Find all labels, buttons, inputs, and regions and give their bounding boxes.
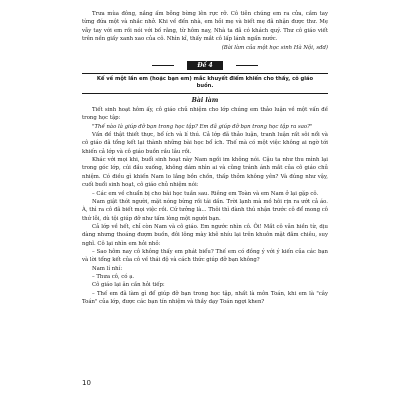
essay-paragraph: Vấn đề thật thiết thực, bổ ích và lí thú. Cả lớp đã thảo luận, tranh luận rất sôi nổi và cô giáo đã tổng kết lại thành những bài học bổ ích. Thế mà có một việc không ai ngờ tới khiến cả lớp và cô giáo buồn rầu lâu rồi. xyxy=(82,132,328,155)
essay-paragraph: Nam giật thót người, mặt nóng bừng rồi tái dần. Trời lạnh mà mồ hôi rịn ra ướt cả áo. À, thì ra cô đã biết mọi việc rồi. Cứ tưởng là... Thôi thì đành thú nhận trước cô để mong cô thứ lỗi, dù tội giúp đỡ như tấm lòng một người bạn. xyxy=(82,198,328,222)
essay-paragraph: – Thế em đã làm gì để giúp đỡ bạn trong học tập, nhất là môn Toán, khi em là "cây Toán" của lớp, được các bạn tín nhiệm và thầy dạy Toán ngợi khen? xyxy=(82,290,328,305)
essay-paragraph: Cả lớp về hết, chỉ còn Nam và cô giáo. Em ngước nhìn cô. Ôi! Mắt cô vẫn hiền từ, dịu dàng nhưng thoáng đượm buồn, đôi lông mày khẽ nhíu lại trên khuôn mặt đăm chiêu, suy nghĩ. Cô lại nhìn em hỏi nhỏ: xyxy=(82,223,328,247)
essay-paragraph: – Thưa cô, có ạ. xyxy=(92,273,135,280)
essay-paragraph: "Thế nào là giúp đỡ bạn trong học tập? Em đã giúp đỡ bạn trong học tập ra sao?" xyxy=(92,123,313,130)
essay-paragraph: Cô giáo lại ân cần hỏi tiếp: xyxy=(92,282,165,289)
essay-paragraph: – Sao hôm nay cô không thấy em phát biểu? Thế em có đồng ý với ý kiến của các bạn và lời tổng kết của cô về thái độ và cách thức giúp đỡ bạn không? xyxy=(82,248,328,264)
essay-body xyxy=(82,106,328,306)
intro-paragraph: Trưa mùa đông, nắng ấm bỗng bừng lên rực rỡ. Cô tiễn chúng em ra cửa, cầm tay từng đứa một và nhắc nhở. Khi về đến nhà, em hỏi mẹ và biết mẹ đã nhận được thư. Mẹ vẫy tay với em rồi nói với bố rằng, từ hôm nay, Nhà ta đã có khách quý. Thư cô giáo viết trên nền giấy xanh xao của cô. Nhìn kĩ, thấy mắt cô lấp lánh ngấn nước. xyxy=(82,11,328,43)
essay-paragraph: Nam lí nhí: xyxy=(92,265,123,272)
topic-title: Kể về một lần em (hoặc bạn em) mắc khuyết điểm khiến cho thầy, cô giáo buồn. xyxy=(82,73,328,94)
essay-paragraph: Khác với mọi khi, buổi sinh hoạt này Nam ngồi im không nói. Cậu ta như thu mình lại trong góc lớp, cúi đầu xuống, không dám nhìn ai và cũng tránh ánh mắt của cô giáo chủ nhiệm. Có điều gì khiến Nam lo lắng bồn chồn, thấp thỏm không yên? Và đúng như vậy, cuối buổi sinh hoạt, cô giáo chủ nhiệm nói: xyxy=(82,157,328,189)
page-content xyxy=(82,10,328,306)
badge-right-rule xyxy=(236,65,258,66)
badge-left-rule xyxy=(152,65,174,66)
intro-source: (Bài làm của một học sinh Hà Nội, sđd) xyxy=(221,45,328,52)
topic-badge xyxy=(170,61,240,71)
intro-section xyxy=(82,10,328,53)
essay-paragraph: Tiết sinh hoạt hôm ấy, cô giáo chủ nhiệm cho lớp chúng em thảo luận về một vấn đề trong học tập: xyxy=(82,107,328,122)
page-number: 10 xyxy=(82,379,91,387)
essay-paragraph: – Các em về chuẩn bị cho bài học tuần sau. Riêng em Toàn và em Nam ở lại gặp cô. xyxy=(92,190,319,197)
topic-badge-label: Đề 4 xyxy=(187,61,222,70)
bai-lam-heading: Bài làm xyxy=(191,96,219,104)
